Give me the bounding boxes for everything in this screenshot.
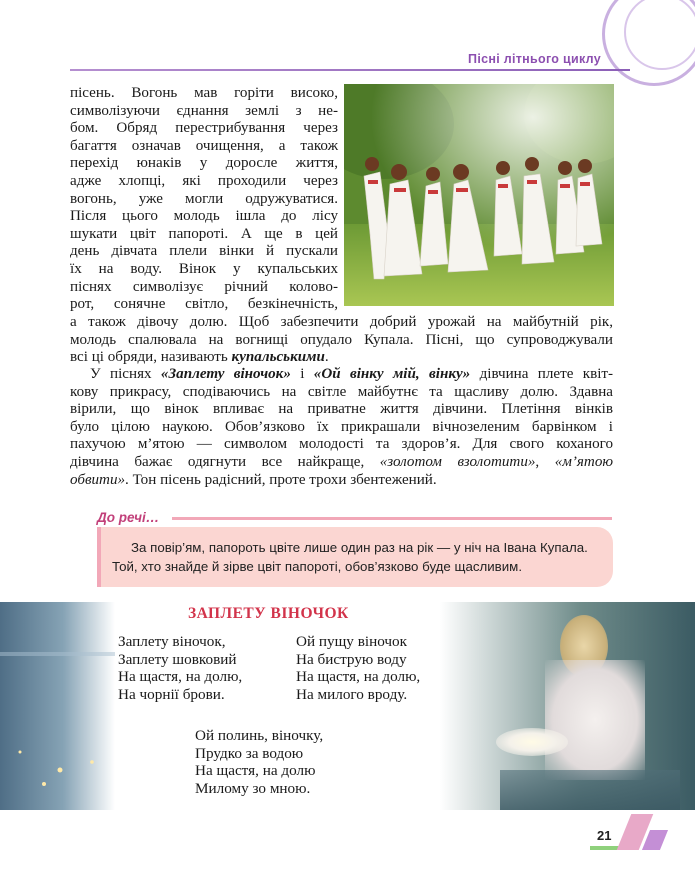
text-line: [70, 349, 613, 367]
candle-lights-illustration: [0, 602, 115, 810]
page-number: 21: [597, 828, 612, 843]
text-line: було цілою наукою. Обов’язково їх прикрашали вічнозеленим барвінком і: [70, 418, 613, 435]
paragraph-1-narrow: [70, 85, 338, 314]
text-line: пісень. Вогонь мав горіти високо,: [70, 85, 338, 101]
poem-line: Ой полинь, віночку,: [195, 727, 324, 744]
note-line: За повір’ям, папороть цвіте лише один раз на рік — у ніч на Івана Купала.: [131, 540, 588, 555]
text-run: всі ці обряди, називають: [70, 349, 232, 366]
text-run: . Тон пісень радісний, проте трохи збентежений.: [125, 471, 437, 488]
girl-dress: [545, 660, 645, 780]
poem-line: На щастя, на долю,: [118, 668, 243, 686]
text-line: шукати цвіт папороті. А ще в цей: [70, 225, 338, 242]
text-run: дівчина плете квіт-: [470, 366, 614, 382]
kupala-dance-illustration: [344, 84, 614, 306]
text-run: ,: [535, 453, 555, 470]
header-rule: [70, 69, 630, 71]
text-line: [70, 366, 613, 384]
text-line: символізуючи єднання землі з не-: [70, 102, 338, 119]
poem-line: Прудко за водою: [195, 744, 304, 762]
song-title-zapletu: «Заплету віночок»: [160, 366, 291, 382]
text-line: вірили, що вінок впливає на приватне життя дівчини. Плетіння вінків: [70, 401, 613, 418]
text-line: їх на воду. Вінок у купальських: [70, 260, 338, 277]
poem-line: Заплету віночок,: [118, 633, 226, 650]
text-line: [70, 472, 613, 490]
poem-line: Милому зо мною.: [195, 779, 311, 797]
water-reflection: [500, 770, 680, 810]
poem-line: На чорнії брови.: [118, 685, 225, 703]
term-kupalski: купальськими: [231, 349, 325, 366]
text-line: кову прикрасу, сподіваючись на світле майбутнє та щасливу долю. Здавна: [70, 383, 613, 400]
kupala-dance-photo: [344, 84, 614, 306]
text-line: а також дівочу долю. Щоб забезпечити добрий урожай на майбутній рік,: [70, 314, 613, 330]
text-line: піснях символізує річний коловo-: [70, 278, 338, 295]
poem-line: Ой пущу віночок: [296, 633, 408, 650]
wreath-on-water: [496, 728, 568, 756]
text-run: У піснях: [90, 366, 161, 382]
text-run: і: [290, 366, 314, 382]
river-night-photo: [0, 602, 115, 810]
poem-line: На биструю воду: [296, 650, 407, 668]
paragraph-2: [70, 366, 613, 489]
text-line: Після цього молодь ішла до лісу: [70, 208, 338, 225]
quote-zolotom: «золотом взолотити»: [379, 453, 536, 470]
note-label: До речі…: [97, 510, 160, 525]
poem-line: На щастя, на долю,: [296, 668, 421, 686]
poem-stanza-3: [195, 727, 323, 797]
quote-miatoiu-end: обвити»: [70, 471, 126, 488]
section-title: Пісні літнього циклу: [468, 52, 601, 66]
text-line: перехід юнаків у доросле життя,: [70, 155, 338, 172]
text-line: бом. Обряд перестрибування через: [70, 120, 338, 137]
text-line: [70, 454, 613, 472]
text-line: рот, сонячне світло, безкінечність,: [70, 296, 338, 313]
poem-line: На милого вроду.: [296, 685, 408, 703]
footer-purple-decor: [642, 830, 668, 850]
text-line: вогонь, уже могли одружуватися.: [70, 190, 338, 207]
poem-line: На щастя, на долю: [195, 762, 316, 780]
text-line: день дівчата плели вінки й пускали: [70, 243, 338, 260]
poem-title: ЗАПЛЕТУ ВІНОЧОК: [188, 605, 349, 622]
note-line: Той, хто знайде й зірве цвіт папороті, обов’язково буде щасливим.: [112, 559, 523, 574]
text-run: .: [324, 349, 329, 366]
text-line: пахучою м’ятою — символом молодості та здоров’я. Для свого коханого: [70, 436, 613, 453]
note-text: [112, 538, 608, 576]
text-line: адже хлопці, які проходили через: [70, 172, 338, 189]
text-line: багаття означав очищення, а також: [70, 137, 338, 154]
poem-stanza-2: [296, 633, 420, 703]
quote-miatoiu-start: «м’ятою: [554, 453, 614, 470]
note-side-bar: [97, 527, 101, 587]
note-top-rule: [172, 517, 612, 520]
song-title-oi-vinku: «Ой вінку мій, вінку»: [313, 366, 471, 382]
poem-line: Заплету шовковий: [118, 650, 237, 668]
text-line: молодь спалювала на вогнищі опудало Купала. Пісні, що супроводжували: [70, 331, 613, 348]
poem-stanza-1: [118, 633, 242, 703]
text-run: дівчина бажає одягнути все найкраще,: [70, 453, 380, 470]
paragraph-1-continued: [70, 314, 613, 367]
